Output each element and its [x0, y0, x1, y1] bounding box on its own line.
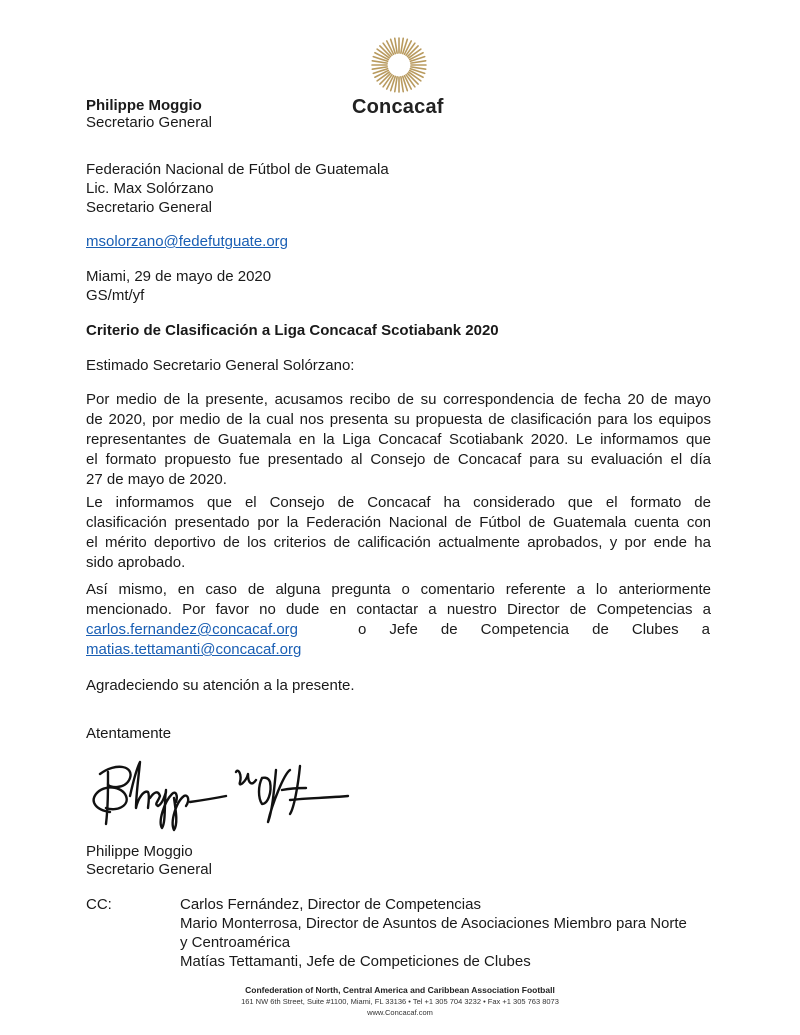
- paragraph-line: Le informamos que el Consejo de Concacaf ha considerado que el formato de: [86, 494, 711, 511]
- footer-address: 161 NW 6th Street, Suite #1100, Miami, FL 33136 • Tel +1 305 704 3232 • Fax +1 305 763 8073: [241, 997, 559, 1006]
- signature-icon: [86, 752, 366, 834]
- paragraph-line: sido aprobado.: [86, 554, 186, 571]
- paragraph-text: o Jefe de Competencia de Clubes a: [358, 621, 710, 638]
- cc-line: Carlos Fernández, Director de Competencias: [180, 896, 481, 913]
- closing-title: Secretario General: [86, 861, 212, 878]
- sender-name: Philippe Moggio: [86, 97, 202, 114]
- paragraph-line: 27 de mayo de 2020.: [86, 471, 227, 488]
- paragraph-line: Por medio de la presente, acusamos recibo de su correspondencia de fecha 20 de mayo: [86, 391, 711, 408]
- cc-line: Mario Monterrosa, Director de Asuntos de Asociaciones Miembro para Norte: [180, 915, 687, 932]
- paragraph-line: representantes de Guatemala en la Liga Concacaf Scotiabank 2020. Le informamos que: [86, 431, 711, 448]
- cc-label: CC:: [86, 896, 112, 913]
- reference-code: GS/mt/yf: [86, 287, 145, 304]
- closing-name: Philippe Moggio: [86, 843, 193, 860]
- paragraph-line: Así mismo, en caso de alguna pregunta o comentario referente a lo anteriormente: [86, 581, 711, 598]
- concacaf-logo-icon: [370, 36, 428, 94]
- paragraph-line: el mérito deportivo de los criterios de calificación actualmente aprobados, y por ende ha: [86, 534, 711, 551]
- director-email-link[interactable]: carlos.fernandez@concacaf.org: [86, 621, 299, 638]
- cc-list: [180, 895, 687, 971]
- recipient-email-link[interactable]: msolorzano@fedefutguate.org: [86, 233, 289, 250]
- subject-line: Criterio de Clasificación a Liga Concacaf Scotiabank 2020: [86, 322, 499, 339]
- cc-line: y Centroamérica: [180, 934, 291, 951]
- body-paragraph-4: Agradeciendo su atención a la presente.: [86, 677, 355, 694]
- salutation: Estimado Secretario General Solórzano:: [86, 357, 355, 374]
- cc-line: Matías Tettamanti, Jefe de Competiciones de Clubes: [180, 953, 531, 970]
- paragraph-line: el formato propuesto fue presentado al Consejo de Concacaf para su evaluación el día: [86, 451, 711, 468]
- paragraph-line: clasificación presentado por la Federación Nacional de Fútbol de Guatemala cuenta con: [86, 514, 711, 531]
- clubs-email-link[interactable]: matias.tettamanti@concacaf.org: [86, 641, 302, 658]
- footer-org: Confederation of North, Central America and Caribbean Association Football: [245, 985, 555, 995]
- recipient-org: Federación Nacional de Fútbol de Guatemala: [86, 161, 389, 178]
- place-date: Miami, 29 de mayo de 2020: [86, 268, 272, 285]
- body-paragraph-2: [86, 493, 711, 573]
- footer-website[interactable]: www.Concacaf.com: [367, 1008, 433, 1017]
- sender-title: Secretario General: [86, 114, 212, 131]
- valediction: Atentamente: [86, 725, 172, 742]
- paragraph-line: [86, 620, 711, 640]
- body-paragraph-3: [86, 580, 711, 660]
- paragraph-line: mencionado. Por favor no dude en contactar a nuestro Director de Competencias a: [86, 601, 711, 618]
- recipient-title: Secretario General: [86, 199, 212, 216]
- paragraph-line: de 2020, por medio de la cual nos presenta su propuesta de clasificación para los equipos: [86, 411, 711, 428]
- logo-wordmark: Concacaf: [352, 96, 444, 118]
- body-paragraph-1: [86, 390, 711, 490]
- recipient-person: Lic. Max Solórzano: [86, 180, 214, 197]
